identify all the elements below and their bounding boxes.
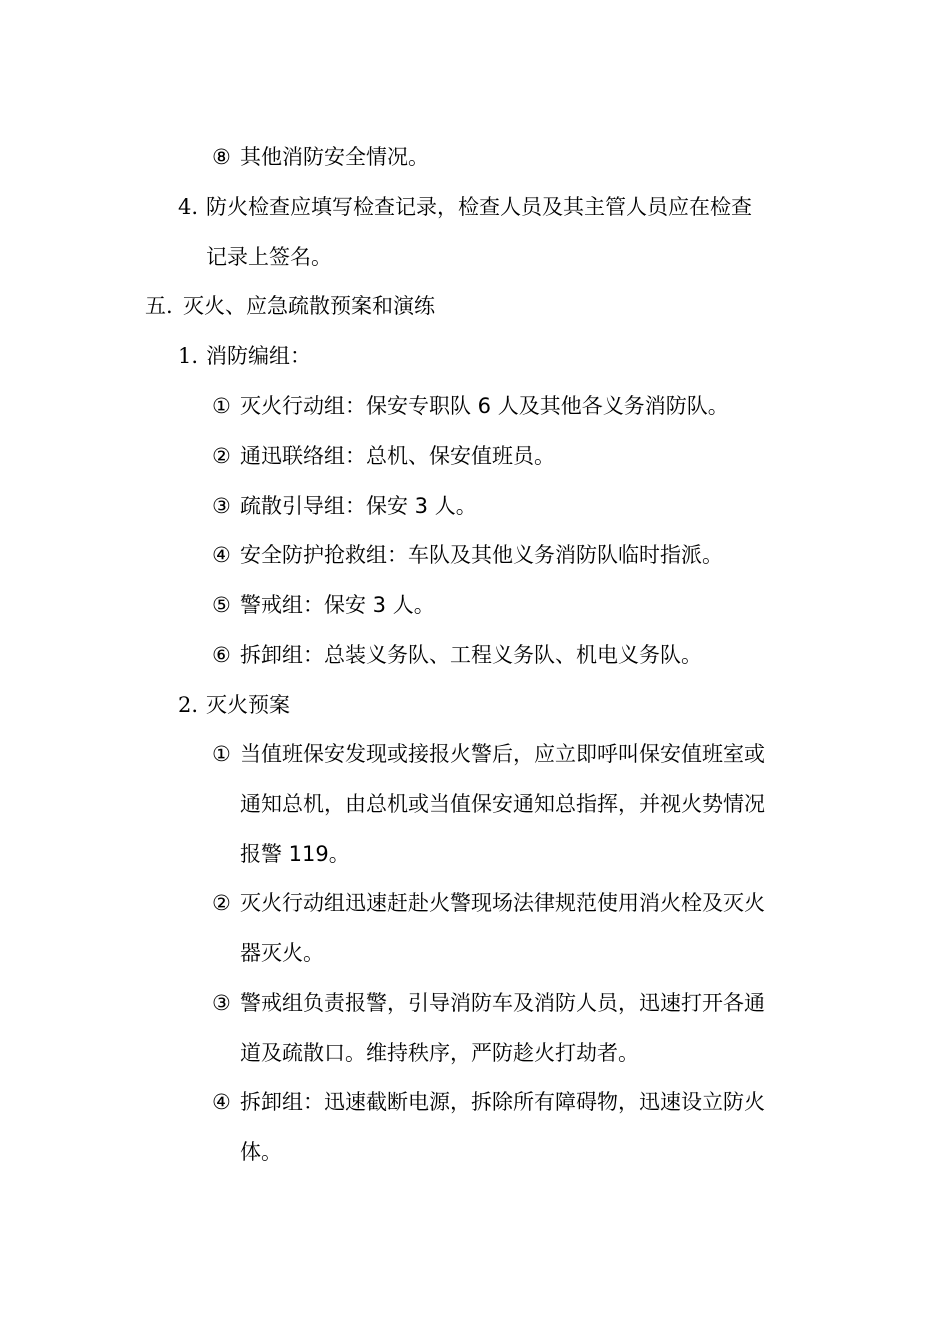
item-marker: ⑧ <box>212 145 231 169</box>
list-item-continuation <box>240 789 765 819</box>
list-item <box>212 491 477 521</box>
list-item <box>178 192 752 222</box>
section-marker: 五. <box>145 294 173 318</box>
item-text: 其他消防安全情况。 <box>240 145 429 169</box>
list-item <box>212 888 765 918</box>
item-text: 记录上签名。 <box>206 245 332 269</box>
item-marker: ② <box>212 444 231 468</box>
list-item <box>212 441 555 471</box>
item-marker: ④ <box>212 543 231 567</box>
item-text: 通迅联络组：总机、保安值班员。 <box>240 444 555 468</box>
list-item <box>178 690 290 720</box>
item-text: 体。 <box>240 1140 282 1164</box>
item-marker: 2. <box>178 693 199 717</box>
list-item <box>212 590 435 620</box>
item-marker: ⑥ <box>212 643 231 667</box>
section-title: 灭火、应急疏散预案和演练 <box>183 294 435 318</box>
item-marker: ③ <box>212 991 231 1015</box>
item-text: 通知总机，由总机或当值保安通知总指挥，并视火势情况 <box>240 792 765 816</box>
item-text: 拆卸组：迅速截断电源，拆除所有障碍物，迅速设立防火 <box>240 1090 765 1114</box>
item-text: 拆卸组：总装义务队、工程义务队、机电义务队。 <box>240 643 702 667</box>
list-item-continuation <box>240 938 324 968</box>
item-text: 警戒组：保安 3 人。 <box>240 593 435 617</box>
list-item <box>212 739 765 769</box>
item-marker: ① <box>212 394 231 418</box>
item-marker: 1. <box>178 344 199 368</box>
item-text: 消防编组： <box>206 344 311 368</box>
item-marker: ② <box>212 891 231 915</box>
list-item <box>212 540 723 570</box>
item-text: 器灭火。 <box>240 941 324 965</box>
list-item <box>212 988 765 1018</box>
list-item <box>212 142 429 172</box>
item-text: 灭火行动组：保安专职队 6 人及其他各义务消防队。 <box>240 394 729 418</box>
section-heading <box>145 291 435 321</box>
item-text: 警戒组负责报警，引导消防车及消防人员，迅速打开各通 <box>240 991 765 1015</box>
list-item <box>212 640 702 670</box>
list-item <box>212 1087 765 1117</box>
item-text: 疏散引导组：保安 3 人。 <box>240 494 477 518</box>
item-text: 防火检查应填写检查记录，检查人员及其主管人员应在检查 <box>206 195 752 219</box>
list-item-continuation <box>206 242 332 272</box>
item-marker: ④ <box>212 1090 231 1114</box>
item-marker: 4. <box>178 195 199 219</box>
list-item <box>212 391 729 421</box>
item-text: 当值班保安发现或接报火警后，应立即呼叫保安值班室或 <box>240 742 765 766</box>
item-text: 安全防护抢救组：车队及其他义务消防队临时指派。 <box>240 543 723 567</box>
item-text: 灭火行动组迅速赶赴火警现场法律规范使用消火栓及灭火 <box>240 891 765 915</box>
item-marker: ③ <box>212 494 231 518</box>
list-item <box>178 341 311 371</box>
list-item-continuation <box>240 1038 639 1068</box>
item-marker: ⑤ <box>212 593 231 617</box>
item-text: 灭火预案 <box>206 693 290 717</box>
item-text: 道及疏散口。维持秩序，严防趁火打劫者。 <box>240 1041 639 1065</box>
item-text: 报警 119。 <box>240 842 350 866</box>
item-marker: ① <box>212 742 231 766</box>
list-item-continuation <box>240 839 350 869</box>
list-item-continuation <box>240 1137 282 1167</box>
